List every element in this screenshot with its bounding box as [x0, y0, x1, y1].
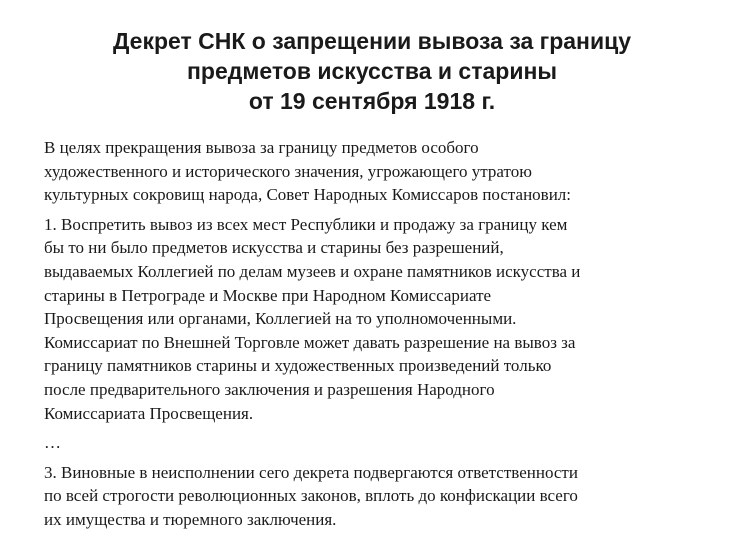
point-1-paragraph	[44, 213, 706, 425]
text-line: выдаваемых Коллегией по делам музеев и охране памятников искусства и	[44, 261, 581, 281]
text-line: В целях прекращения вывоза за границу предметов особого	[44, 138, 479, 157]
text-line: 1. Воспретить вывоз из всех мест Республики и продажу за границу кем	[44, 214, 568, 234]
intro-paragraph	[44, 136, 706, 207]
title-line: Декрет СНК о запрещении вывоза за границу	[112, 28, 632, 54]
text-line: Просвещения или органами, Коллегией на то уполномоченными.	[44, 309, 517, 329]
title-line: предметов искусства и старины	[187, 58, 557, 84]
text-line: по всей строгости революционных законов, вплоть до конфискации всего	[44, 486, 578, 506]
document-title	[20, 26, 724, 116]
text-line: границу памятников старины и художественных произведений только	[44, 356, 552, 376]
text-line: бы то ни было предметов искусства и старины без разрешений,	[44, 238, 504, 258]
text-line: Комиссариат по Внешней Торговле может давать разрешение на вывоз за	[44, 332, 576, 352]
text-line: 3. Виновные в неисполнении сего декрета подвергаются ответственности	[44, 462, 578, 482]
document-body	[44, 136, 706, 538]
text-line: художественного и исторического значения, угрожающего утратою	[44, 161, 532, 181]
point-3-paragraph	[44, 461, 706, 532]
text-line: после предварительного заключения и разрешения Народного	[44, 379, 495, 399]
text-line: Комиссариата Просвещения.	[44, 403, 254, 423]
title-line: от 19 сентября 1918 г.	[248, 88, 496, 114]
text-line: их имущества и тюремного заключения.	[44, 509, 337, 529]
text-line: старины в Петрограде и Москве при Народном Комиссариате	[44, 285, 492, 305]
omission-ellipsis: …	[44, 433, 61, 453]
text-line: культурных сокровищ народа, Совет Народных Комиссаров постановил:	[44, 185, 572, 205]
